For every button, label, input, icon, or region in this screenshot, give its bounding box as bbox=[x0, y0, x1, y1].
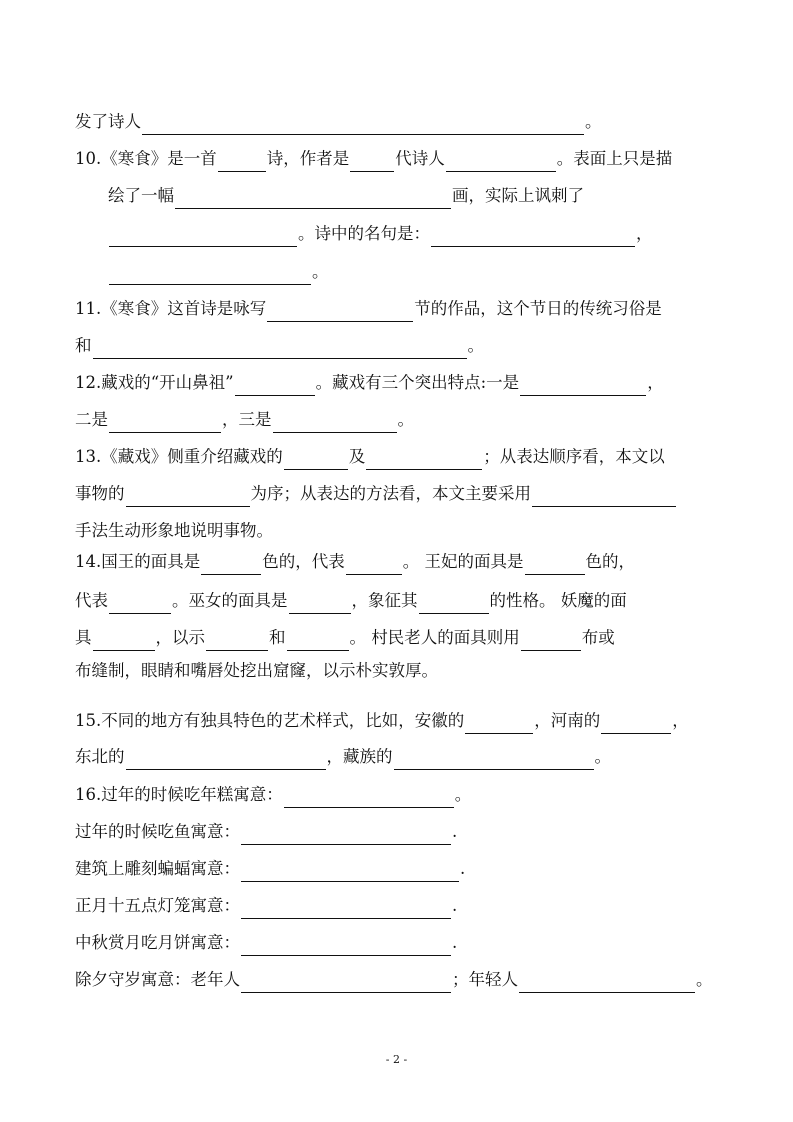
text-line bbox=[75, 407, 414, 433]
answer-blank[interactable] bbox=[525, 555, 585, 575]
line-text: ；年轻人 bbox=[452, 970, 518, 989]
answer-blank[interactable] bbox=[446, 152, 556, 172]
text-line bbox=[75, 444, 665, 470]
line-text: 布缝制，眼睛和嘴唇处挖出窟窿，以示朴实敦厚。 bbox=[75, 661, 438, 680]
answer-blank[interactable] bbox=[201, 555, 261, 575]
line-text: 除夕守岁寓意：老年人 bbox=[75, 970, 240, 989]
answer-blank[interactable] bbox=[289, 594, 351, 614]
line-text: ，河南的 bbox=[534, 711, 601, 730]
line-text: 。 bbox=[585, 112, 602, 131]
text-line bbox=[75, 658, 438, 684]
line-text: 事物的 bbox=[75, 484, 125, 503]
line-text: 东北的 bbox=[75, 747, 125, 766]
answer-blank[interactable] bbox=[93, 631, 155, 651]
answer-blank[interactable] bbox=[273, 413, 397, 433]
text-line bbox=[108, 259, 329, 285]
line-text: 16.过年的时候吃年糕寓意： bbox=[75, 785, 283, 804]
line-text: 14.国王的面具是 bbox=[75, 552, 201, 571]
answer-blank[interactable] bbox=[109, 413, 221, 433]
line-text: 和 bbox=[75, 336, 92, 355]
answer-blank[interactable] bbox=[241, 862, 459, 882]
line-text: 。表面上只是描 bbox=[556, 149, 673, 168]
text-line bbox=[75, 708, 689, 734]
answer-blank[interactable] bbox=[284, 450, 348, 470]
line-text: 二是 bbox=[75, 410, 108, 429]
answer-blank[interactable] bbox=[126, 750, 326, 770]
line-text: 。诗中的名句是： bbox=[298, 224, 430, 243]
line-text: ，藏族的 bbox=[326, 747, 393, 766]
line-text: 15.不同的地方有独具特色的艺术样式，比如，安徽的 bbox=[75, 711, 465, 730]
line-text: ，以示 bbox=[155, 628, 205, 647]
line-text: 画，实际上讽刺了 bbox=[452, 186, 584, 205]
answer-blank[interactable] bbox=[287, 631, 349, 651]
line-text: 。巫女的面具是 bbox=[172, 591, 288, 610]
line-text: ， bbox=[647, 373, 664, 392]
line-text: 正月十五点灯笼寓意： bbox=[75, 896, 240, 915]
answer-blank[interactable] bbox=[521, 631, 581, 651]
answer-blank[interactable] bbox=[519, 973, 695, 993]
answer-blank[interactable] bbox=[241, 973, 451, 993]
line-text: 的性格。 妖魔的面 bbox=[489, 591, 627, 610]
text-line bbox=[75, 625, 615, 651]
line-text: 及 bbox=[348, 447, 366, 466]
line-text: 代表 bbox=[75, 591, 108, 610]
line-text: 。 王妃的面具是 bbox=[402, 552, 524, 571]
line-text: 中秋赏月吃月饼寓意： bbox=[75, 933, 240, 952]
text-line bbox=[75, 893, 457, 919]
text-line bbox=[75, 518, 273, 544]
line-text: ；从表达顺序看，本文以 bbox=[483, 447, 665, 466]
answer-blank[interactable] bbox=[109, 265, 311, 285]
text-line bbox=[75, 819, 457, 845]
answer-blank[interactable] bbox=[267, 302, 413, 322]
answer-blank[interactable] bbox=[142, 115, 584, 135]
answer-blank[interactable] bbox=[465, 714, 533, 734]
line-text: 和 bbox=[269, 628, 286, 647]
answer-blank[interactable] bbox=[109, 227, 297, 247]
line-text: . bbox=[452, 896, 458, 915]
text-line bbox=[75, 856, 465, 882]
answer-blank[interactable] bbox=[175, 189, 451, 209]
text-line bbox=[75, 588, 627, 614]
line-text: 。 bbox=[454, 785, 472, 804]
line-text: ，象征其 bbox=[351, 591, 418, 610]
line-text: 。藏戏有三个突出特点:一是 bbox=[315, 373, 520, 392]
line-text: 过年的时候吃鱼寓意： bbox=[75, 822, 240, 841]
text-line bbox=[75, 930, 457, 956]
line-text: 11.《寒食》这首诗是咏写 bbox=[75, 299, 267, 318]
line-text: 13.《藏戏》侧重介绍藏戏的 bbox=[75, 447, 283, 466]
answer-blank[interactable] bbox=[109, 594, 171, 614]
line-text: 10.《寒食》是一首 bbox=[75, 149, 217, 168]
line-text: 布或 bbox=[581, 628, 615, 647]
answer-blank[interactable] bbox=[419, 594, 489, 614]
answer-blank[interactable] bbox=[218, 152, 266, 172]
answer-blank[interactable] bbox=[350, 152, 394, 172]
line-text: 手法生动形象地说明事物。 bbox=[75, 521, 273, 540]
line-text: 。 bbox=[696, 970, 713, 989]
text-line bbox=[75, 333, 484, 359]
line-text: 发了诗人 bbox=[75, 112, 141, 131]
answer-blank[interactable] bbox=[284, 788, 454, 808]
text-line bbox=[108, 221, 653, 247]
answer-blank[interactable] bbox=[394, 750, 594, 770]
answer-blank[interactable] bbox=[601, 714, 671, 734]
line-text: ， bbox=[672, 711, 689, 730]
page-number: - 2 - bbox=[385, 1053, 408, 1066]
line-text: 。 bbox=[397, 410, 414, 429]
line-text: 12.藏戏的“开山鼻祖” bbox=[75, 373, 234, 392]
answer-blank[interactable] bbox=[241, 825, 451, 845]
line-text: 诗，作者是 bbox=[266, 149, 350, 168]
line-text: 。 村民老人的面具则用 bbox=[349, 628, 520, 647]
line-text: 。 bbox=[312, 262, 329, 281]
text-line bbox=[75, 296, 662, 322]
text-line bbox=[75, 370, 664, 396]
text-line bbox=[75, 744, 611, 770]
line-text: 。 bbox=[594, 747, 611, 766]
text-line bbox=[75, 146, 672, 172]
text-line bbox=[75, 481, 677, 507]
line-text: ，三是 bbox=[222, 410, 272, 429]
answer-blank[interactable] bbox=[241, 936, 451, 956]
line-text: 色的，代表 bbox=[262, 552, 345, 571]
answer-blank[interactable] bbox=[366, 450, 482, 470]
answer-blank[interactable] bbox=[532, 487, 676, 507]
text-line bbox=[75, 109, 602, 135]
answer-blank[interactable] bbox=[235, 376, 315, 396]
text-line bbox=[75, 549, 635, 575]
line-text: . bbox=[460, 859, 466, 878]
answer-blank[interactable] bbox=[346, 555, 402, 575]
text-line bbox=[75, 967, 713, 993]
answer-blank[interactable] bbox=[241, 899, 451, 919]
line-text: 。 bbox=[467, 336, 484, 355]
answer-blank[interactable] bbox=[126, 487, 250, 507]
line-text: . bbox=[452, 933, 458, 952]
answer-blank[interactable] bbox=[206, 631, 268, 651]
line-text: 建筑上雕刻蝙蝠寓意： bbox=[75, 859, 240, 878]
answer-blank[interactable] bbox=[520, 376, 646, 396]
line-text: 节的作品，这个节日的传统习俗是 bbox=[414, 299, 662, 318]
line-text: . bbox=[452, 822, 458, 841]
line-text: 绘了一幅 bbox=[108, 186, 174, 205]
line-text: 代诗人 bbox=[395, 149, 445, 168]
text-line bbox=[108, 183, 584, 209]
line-text: 为序；从表达的方法看，本文主要采用 bbox=[250, 484, 531, 503]
line-text: ， bbox=[636, 224, 653, 243]
line-text: 色的， bbox=[585, 552, 635, 571]
answer-blank[interactable] bbox=[431, 227, 635, 247]
answer-blank[interactable] bbox=[93, 339, 467, 359]
text-line bbox=[75, 782, 471, 808]
line-text: 具 bbox=[75, 628, 92, 647]
